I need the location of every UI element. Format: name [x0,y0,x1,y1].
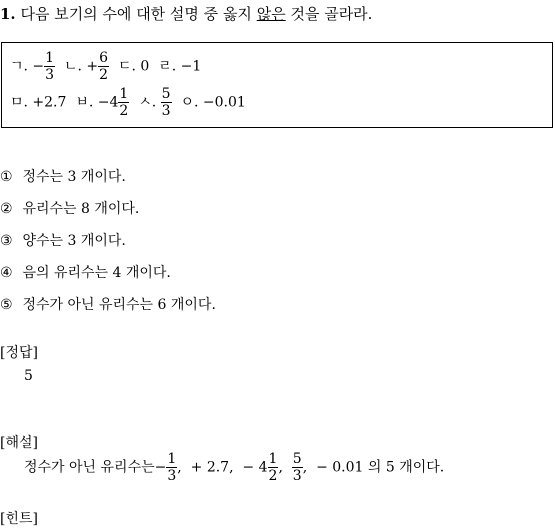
explanation-fraction-3-denominator: 2 [268,468,278,484]
choice-g-label: ㅅ. [138,94,157,111]
choice-a-label: ㄱ. − [10,58,45,75]
option-4[interactable] [0,262,171,282]
option-1-mark: ① [0,169,13,185]
option-3-text: 양수는 3 개이다. [22,233,126,249]
choice-g-denominator: 3 [161,103,171,119]
explanation-fraction-3 [268,452,279,483]
question-text-after: 것을 골라라. [285,5,373,23]
explanation-sign: − [154,459,167,476]
explanation-fraction-1 [166,452,177,483]
answer-heading: [정답] [0,345,38,361]
choice-f-numerator: 1 [119,86,129,102]
option-1-text: 정수는 3 개이다. [22,169,126,185]
explanation-tail: , − 0.01 의 5 개이다. [302,459,445,476]
choice-a-numerator: 1 [45,50,55,66]
option-5[interactable] [0,294,216,314]
choice-h-label: ㅇ. −0.01 [180,94,246,111]
question-text-before: 다음 보기의 수에 대한 설명 중 옳지 [20,5,257,23]
choice-f-fraction [118,87,129,118]
question-text-underlined: 않은 [256,5,286,23]
explanation-separator: , [278,459,283,476]
explanation-heading: [해설] [0,435,38,451]
explanation-fraction-4-numerator: 5 [292,451,302,467]
choice-a-denominator: 3 [45,67,55,83]
choices-box [1,42,553,128]
choice-g-numerator: 5 [161,86,171,102]
question-line [0,3,372,24]
option-1[interactable] [0,166,126,186]
choice-e-label: ㅁ. +2.7 [10,94,67,111]
choices-row-1 [10,51,201,82]
option-5-text: 정수가 아닌 유리수는 6 개이다. [22,297,216,313]
choice-b-numerator: 6 [99,50,109,66]
choice-f-label: ㅂ. −4 [75,94,119,111]
option-3[interactable] [0,230,126,250]
answer-value: 5 [24,368,33,384]
choice-f-denominator: 2 [119,103,129,119]
choice-a-fraction [44,51,55,82]
question-number: 1. [0,5,16,23]
explanation-fraction-3-numerator: 1 [268,451,278,467]
option-2-mark: ② [0,201,13,217]
explanation-term-2: , + 2.7, − 4 [177,459,268,476]
choice-b-denominator: 2 [99,67,109,83]
option-2-text: 유리수는 8 개이다. [22,201,140,217]
explanation-fraction-1-numerator: 1 [167,451,177,467]
hint-heading: [힌트] [0,511,38,527]
explanation-fraction-4 [292,452,303,483]
explanation-fraction-1-denominator: 3 [167,468,177,484]
choice-b-label: ㄴ. + [63,58,99,75]
choice-b-fraction [98,51,109,82]
choices-row-2 [10,87,246,118]
choice-d-label: ㄹ. −1 [158,58,202,75]
option-4-text: 음의 유리수는 4 개이다. [22,265,171,281]
explanation-lead: 정수가 아닌 유리수는 [24,459,155,476]
explanation-line [24,452,444,483]
option-3-mark: ③ [0,233,13,249]
option-4-mark: ④ [0,265,13,281]
choice-g-fraction [161,87,172,118]
explanation-fraction-4-denominator: 3 [292,468,302,484]
choice-c-label: ㄷ. 0 [117,58,150,75]
option-5-mark: ⑤ [0,297,13,313]
option-2[interactable] [0,198,139,218]
